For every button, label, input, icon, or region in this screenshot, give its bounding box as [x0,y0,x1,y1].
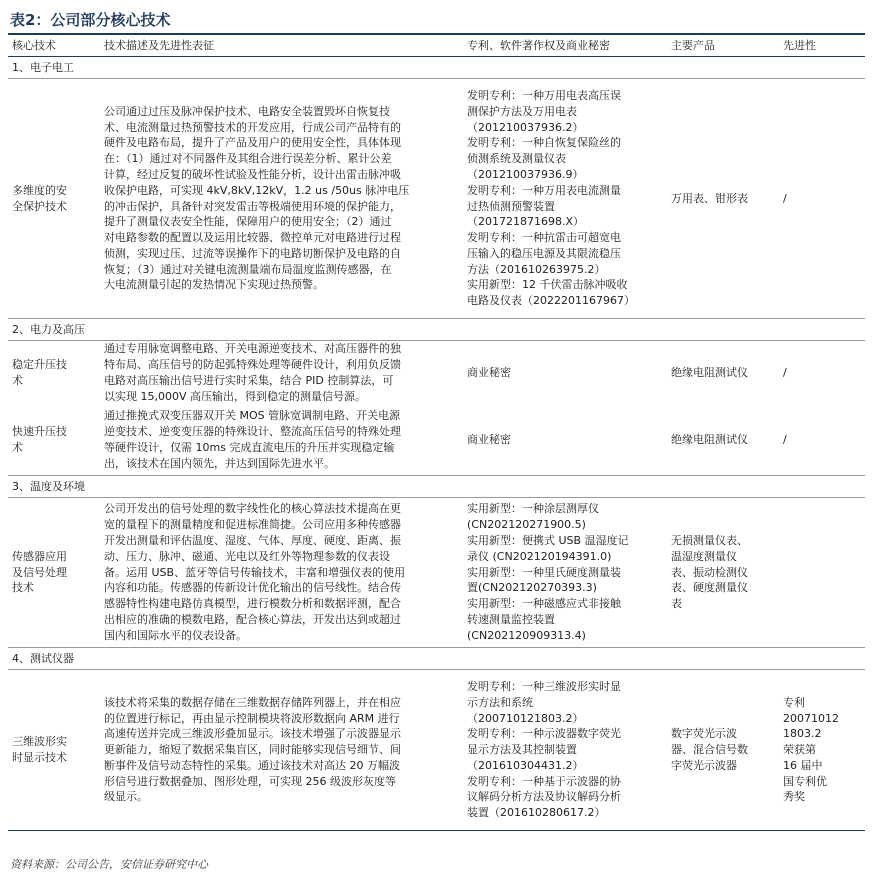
table-row [8,405,865,476]
cell-products: 万用表、钳形表 [671,191,748,205]
section-row [8,57,865,79]
cell-advancement: 专利 20071012 1803.2 荣获第 16 届中 国专利优 秀奖 [779,670,865,831]
cell-advancement: / [783,433,787,447]
cell-products: 无损测量仪表、 温湿度测量仪 表、振动检测仪 表、硬度测量仪 表 [671,534,748,611]
section-row [8,648,865,670]
cell-core-tech: 稳定升压技 术 [12,358,67,387]
section-label: 4、测试仪器 [8,648,865,670]
section-row [8,476,865,498]
header-description: 技术描述及先进性表征 [100,35,463,57]
section-row [8,319,865,341]
source-note: 资料来源：公司公告，安信证券研究中心 [10,858,208,871]
cell-advancement: / [783,366,787,380]
cell-patents: 商业秘密 [467,433,511,447]
cell-products: 绝缘电阻测试仪 [671,366,748,380]
table-row [8,498,865,648]
cell-products: 数字荧光示波 器、混合信号数 字荧光示波器 [667,670,779,831]
cell-description: 通过专用脉宽调整电路、开关电源逆变技术、对高压器件的独 特布局、高压信号的防起弧特殊处理等硬件设计，利用负反馈 电路对高压输出信号进行实时采集，结合 PID 控制算法，可 以实现 15,000V 高压输出，得到稳定的测量信号源。 [104,342,401,403]
cell-core-tech: 三维波形实 时显示技术 [8,670,100,831]
cell-description: 公司开发出的信号处理的数字线性化的核心算法技术提高在更 宽的量程下的测量精度和促进标准简捷。公司应用多种传感器 开发出测量和评估温度、湿度、气体、厚度、硬度、距离、振 动、压力、脉冲、磁通、光电以及红外等物理参数的仪表设 备。运用 USB、蓝牙等信号传输技术，丰富和增强仪表的使用 内容和功能。传感器的传新设计优化输出的信号线性。结合传 感器特性构建电路仿真模型，进行模数分析和数据评测，配合 出相应的准确的模数电路，配合核心算法，开发出达到或超过 国内和国际水平的仪表设备。 [104,502,406,642]
cell-products: 绝缘电阻测试仪 [671,433,748,447]
cell-description: 公司通过过压及脉冲保护技术、电路安全装置毁坏自恢复技 术、电流测量过热预警技术的开发应用，行成公司产品特有的 硬件及电路布局，提升了产品及用户的使用安全性，具体体现 在：（1）通过对不同器件及其组合进行误差分析、累计公差 计算，经过反复的破坏性试验及性能分析，设计出雷击脉冲吸 收保护电路，可实现 4kV,8kV,12kV，1.2 us /50us 脉冲电压 的冲击保护，具备针对突发雷击等极端使用环境的保护能力， 提升了测量仪表安全性能，保障用户的使用安全；（2）通过 对电路参数的配置以及运用比较器、微控单元对电路进行过程 侦测，实现过压、过流等误操作下的电路切断保护及电路的自 恢复；（3）通过对关键电流测量端布局温度监测传感器，在 大电流测量引起的发热情况下实现过热预警。 [104,104,410,292]
header-products: 主要产品 [667,35,779,57]
section-label: 3、温度及环境 [8,476,865,498]
header-patents: 专利、软件著作权及商业秘密 [463,35,667,57]
table-row [8,341,865,406]
table-title: 表2：公司部分核心技术 [10,11,171,29]
cell-patents: 发明专利：一种三维波形实时显 示方法和系统 （200710121803.2） 发明专利：一种示波器数字荧光 显示方法及其控制装置 （201610304431.2） 发明专利：一种基于示波器的协 议解码分析方法及协议解码分析 装置（201610280617.2） [463,670,667,831]
cell-core-tech: 多维度的安 全保护技术 [12,183,67,213]
header-advancement: 先进性 [779,35,865,57]
header-row [8,35,865,57]
cell-description: 通过推挽式双变压器双开关 MOS 管脉宽调制电路、开关电源 逆变技术、逆变变压器的特殊设计、整流高压信号的特殊处理 等硬件设计，仅需 10ms 完成直流电压的升压并实现稳定输 出，该技术在国内领先，并达到国际先进水平。 [104,409,401,470]
section-label: 2、电力及高压 [8,319,865,341]
section-label: 1、电子电工 [8,57,865,79]
cell-description: 该技术将采集的数据存储在三维数据存储阵列器上，并在相应 的位置进行标记，再由显示控制模块将波形数据向 ARM 进行 高速传送并完成三维波形叠加显示。该技术增强了示波器显示 更新能力，缩短了数据采集盲区，同时能够实现信号细节、间 断事件及信号动态特性的采集。通过该技术对高达 20 万幅波 形信号进行数据叠加、图形处理，可实现 256 级波形灰度等 级显示。 [100,670,463,831]
header-core-tech: 核心技术 [8,35,100,57]
cell-advancement [779,498,865,648]
table-row [8,670,865,831]
core-tech-table [8,35,865,831]
table-row [8,79,865,319]
cell-patents: 实用新型：一种涂层测厚仪 (CN202120271900.5) 实用新型：便携式 USB 温湿度记 录仪 (CN202120194391.0) 实用新型：一种里氏硬度测量装 置(CN202120270393.3) 实用新型：一种磁感应式非接触 转速测量监控装置 (CN202120909313.4) [467,502,629,642]
cell-core-tech: 传感器应用 及信号处理 技术 [12,549,67,595]
cell-patents: 发明专利：一种万用电表高压误 测保护方法及万用电表 （201210037936.2） 发明专利：一种自恢复保险丝的 侦测系统及测量仪表 （201210037936.9） 发明专利：一种万用表电流测量 过热侦测预警装置 （201721871698.X） 发明专利：一种抗雷击可超宽电 压输入的稳压电源及其限流稳压 方法（201610263975.2） 实用新型：12 千伏雷击脉冲吸收 电路及仪表（2022201167967） [467,88,635,308]
cell-advancement: / [783,191,787,205]
cell-core-tech: 快速升压技 术 [12,425,67,454]
cell-patents: 商业秘密 [467,366,511,380]
